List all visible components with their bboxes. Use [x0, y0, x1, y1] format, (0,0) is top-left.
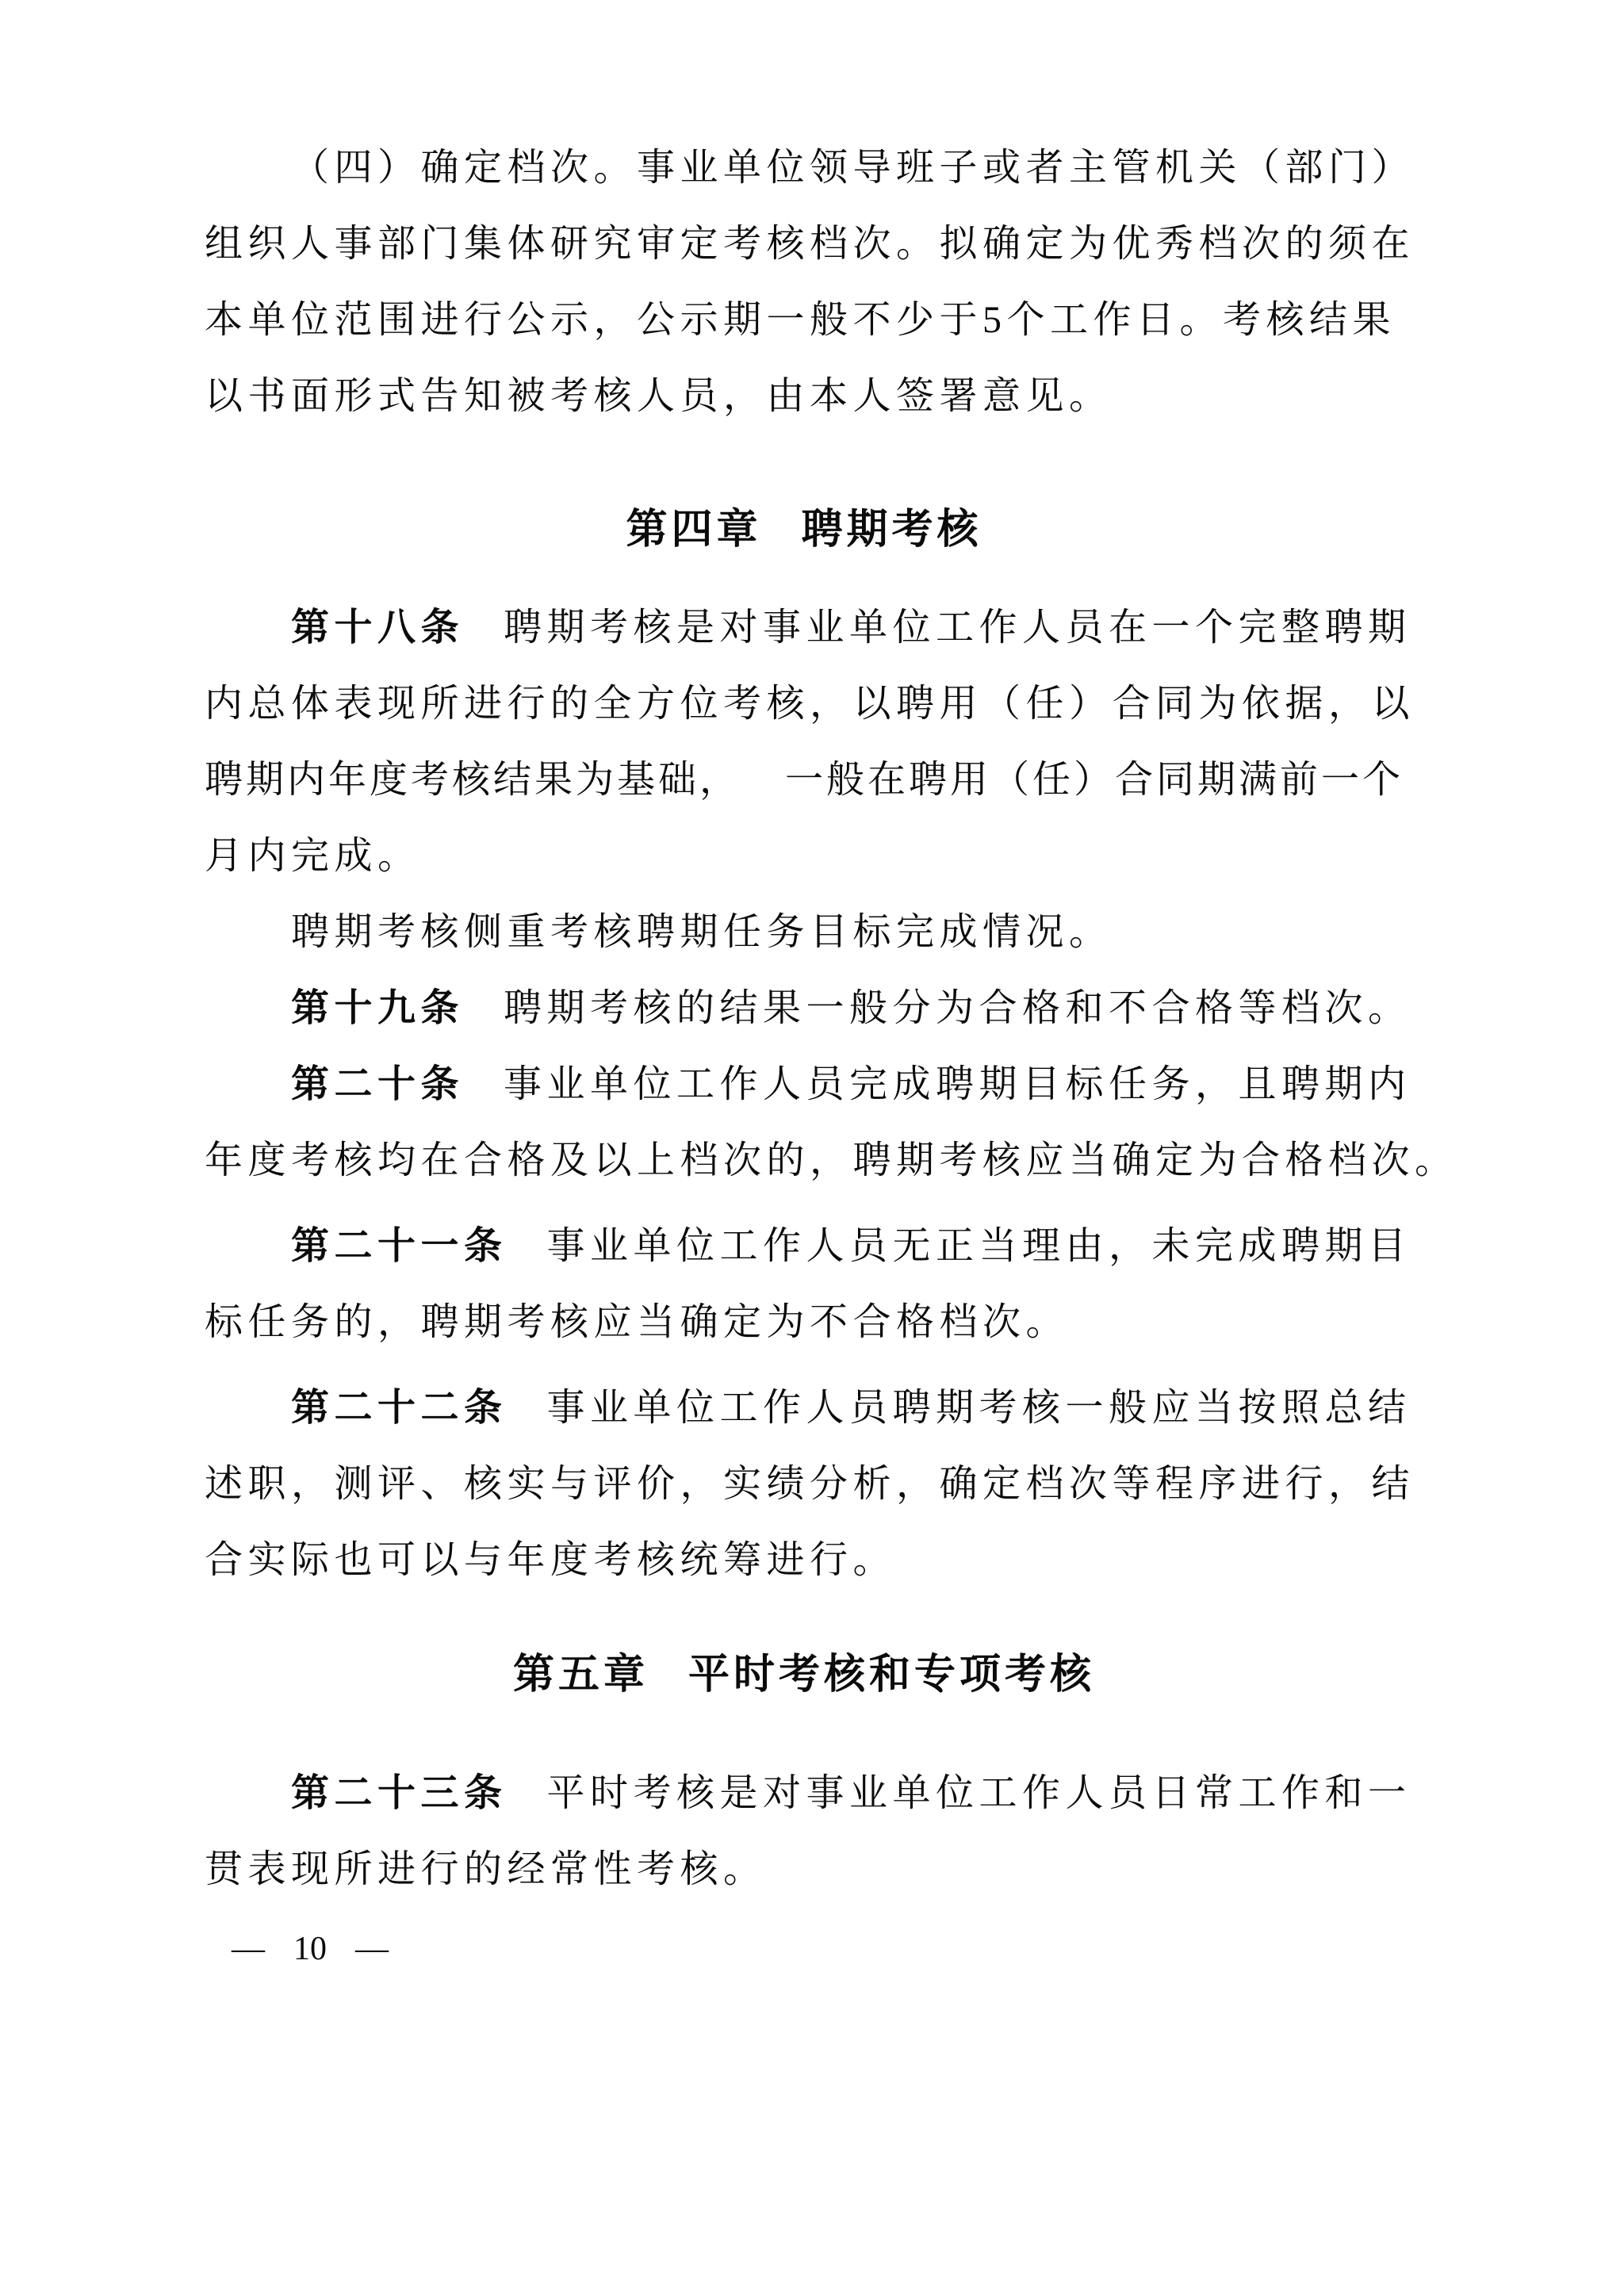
body-text: 事业单位工作人员无正当理由，未完成聘期目: [546, 1225, 1411, 1267]
text-line: [205, 894, 1404, 971]
chapter-title: 平时考核和专项考核: [688, 1652, 1096, 1698]
text-line: [205, 1285, 1404, 1361]
footer-dash: —: [232, 1931, 265, 1967]
text-line: [205, 1208, 1411, 1285]
article-number: 第二十一条: [291, 1225, 508, 1267]
body-text: 本单位范围进行公示，公示期一般不少于5个工作日。考核结果: [205, 299, 1396, 341]
body-text: 述职，测评、核实与评价，实绩分析，确定档次等程序进行，结: [205, 1463, 1415, 1505]
body-text: 聘期内年度考核结果为基础，: [205, 759, 741, 801]
text-line: [205, 1446, 1415, 1522]
footer-dash: —: [355, 1931, 389, 1967]
body-text: 标任务的，聘期考核应当确定为不合格档次。: [205, 1301, 1070, 1343]
body-text: 贯表现所进行的经常性考核。: [205, 1848, 767, 1890]
chapter-number: 第四章: [626, 507, 762, 553]
article-number: 第十八条: [291, 607, 465, 649]
body-text: 事业单位工作人员聘期考核一般应当按照总结: [546, 1387, 1411, 1429]
text-line: [205, 358, 1404, 435]
page-number: 10: [293, 1931, 327, 1967]
page-footer: [232, 1911, 1404, 1987]
body-text: 聘期考核侧重考核聘期任务目标完成情况。: [291, 911, 1113, 953]
body-text: 月内完成。: [205, 835, 421, 877]
text-line: [205, 1522, 1404, 1599]
body-text: 以书面形式告知被考核人员，由本人签署意见。: [205, 375, 1113, 417]
text-line: [205, 1123, 1458, 1199]
chapter-title: 聘期考核: [801, 507, 982, 553]
body-text: 合实际也可以与年度考核统筹进行。: [205, 1539, 897, 1581]
text-line: [205, 206, 1415, 282]
article-number: 第二十二条: [291, 1387, 508, 1429]
article-number: 第二十条: [291, 1063, 465, 1105]
text-line: [205, 1370, 1411, 1446]
body-text: （四）确定档次。事业单位领导班子或者主管机关（部门）: [291, 147, 1415, 189]
article-number: 第十九条: [291, 987, 465, 1029]
text-line: [205, 590, 1411, 666]
body-text: 组织人事部门集体研究审定考核档次。拟确定为优秀档次的须在: [205, 223, 1415, 265]
body-text: 内总体表现所进行的全方位考核，以聘用（任）合同为依据，以: [205, 683, 1415, 725]
body-text: 事业单位工作人员完成聘期目标任务，且聘期内: [504, 1063, 1411, 1105]
chapter-number: 第五章: [512, 1652, 649, 1698]
text-line: [205, 742, 1404, 818]
text-line: [205, 1756, 1411, 1832]
article-number: 第二十三条: [291, 1772, 508, 1814]
text-line: [205, 1047, 1411, 1123]
chapter-heading-4: [205, 492, 1404, 568]
text-line: [205, 1832, 1404, 1908]
text-line: [205, 971, 1411, 1047]
text-line: [205, 666, 1415, 742]
text-line: [205, 282, 1404, 358]
body-text: 平时考核是对事业单位工作人员日常工作和一: [546, 1772, 1411, 1814]
body-text: 年度考核均在合格及以上档次的，聘期考核应当确定为合格档次。: [205, 1139, 1458, 1181]
text-line: [205, 130, 1415, 206]
body-text: 聘期考核的结果一般分为合格和不合格等档次。: [504, 987, 1411, 1029]
chapter-heading-5: [205, 1637, 1404, 1713]
text-line: [205, 818, 1404, 894]
body-text: 一般在聘用（任）合同期满前一个: [785, 759, 1404, 801]
body-text: 聘期考核是对事业单位工作人员在一个完整聘期: [504, 607, 1411, 649]
